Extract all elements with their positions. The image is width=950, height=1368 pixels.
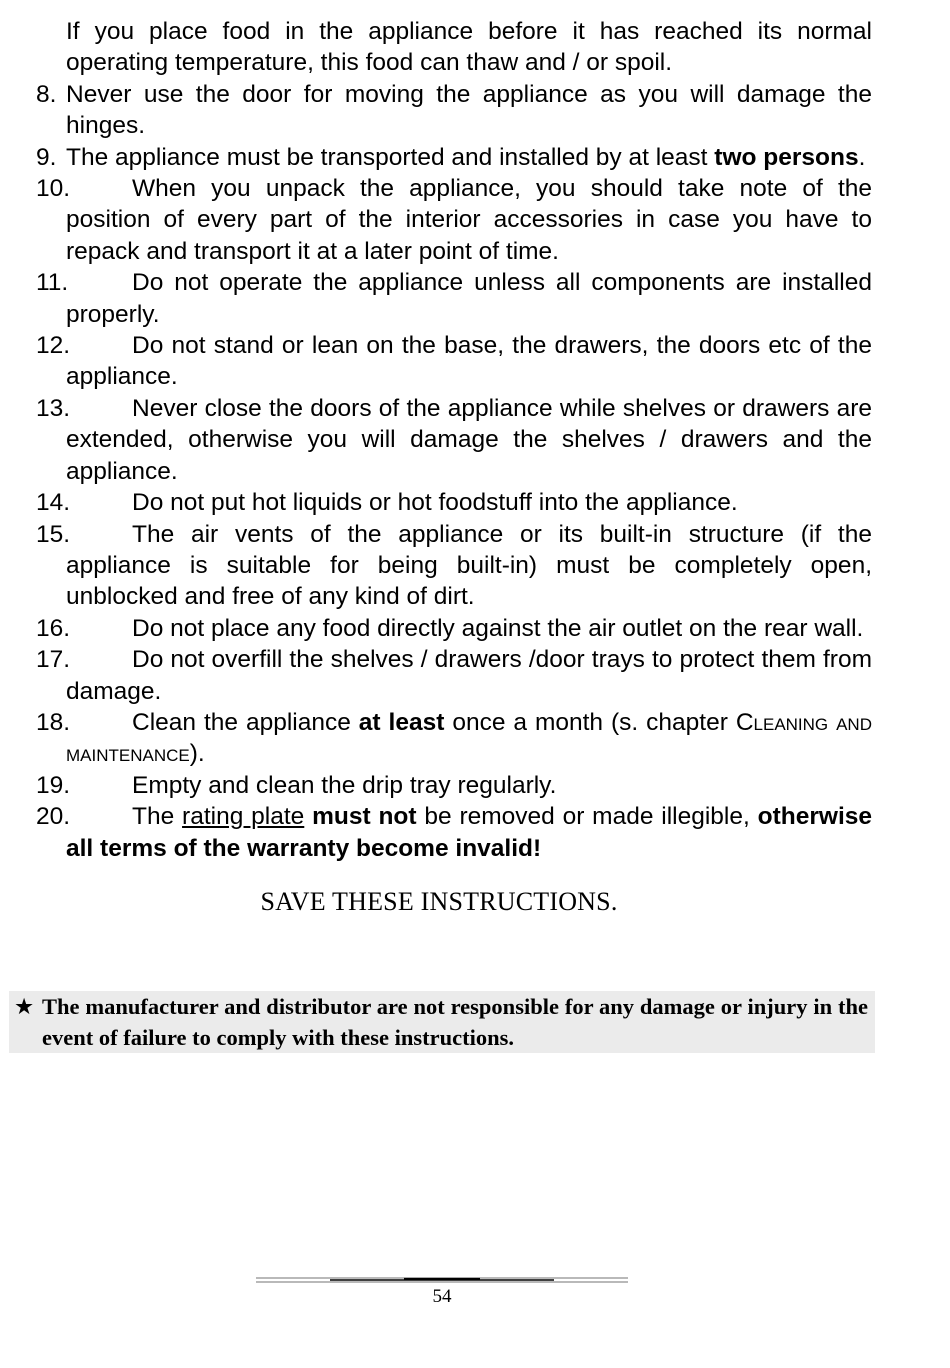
item-text: Do not put hot liquids or hot foodstuff into the appliance. [132, 489, 738, 517]
item-text: Never close the doors of the appliance while shelves or drawers are extended, otherwise you will damage the shelves / drawers and the appliance. [66, 394, 872, 485]
item-bold-text: at least [358, 708, 445, 736]
page-content [36, 16, 872, 917]
item-bold-text: must not [312, 803, 417, 831]
item-number: 11. [36, 269, 69, 297]
item-number: 20. [36, 803, 71, 831]
disclaimer-notice [9, 991, 875, 1053]
list-item-8 [36, 79, 872, 142]
list-item-16 [36, 613, 872, 644]
item-number: 15. [36, 520, 71, 548]
list-item-19 [36, 770, 872, 801]
item-number: 8. [36, 80, 57, 108]
item-number: 13. [36, 394, 71, 422]
item-bold-text: two persons [714, 143, 859, 171]
item-text-mid: once a month (s. chapter [444, 708, 736, 736]
list-item-18 [36, 707, 872, 770]
list-item-15 [36, 519, 872, 613]
item-number: 14. [36, 489, 71, 517]
item-text: The appliance must be transported and installed by at least [66, 143, 715, 171]
item-text: Never use the door for moving the appliance as you will damage the hinges. [66, 80, 872, 140]
item-number: 12. [36, 332, 71, 360]
save-instructions-heading: SAVE THESE INSTRUCTIONS. [260, 886, 618, 916]
star-icon: ★ [14, 994, 35, 1019]
rating-plate-text: rating plate [182, 803, 305, 831]
item-number: 18. [36, 708, 71, 736]
list-item-20 [36, 801, 872, 864]
list-item-12 [36, 330, 872, 393]
list-item-9 [36, 142, 872, 173]
item-text: Clean the appliance [132, 708, 359, 736]
item-text: Do not operate the appliance unless all components are installed properly. [66, 269, 872, 328]
disclaimer-text: The manufacturer and distributor are not responsible for any damage or injury in the event of failure to comply with these instructions. [42, 994, 868, 1050]
item-text: Do not stand or lean on the base, the drawers, the doors etc of the appliance. [66, 332, 872, 391]
item-text: Do not overfill the shelves / drawers /door trays to protect them from damage. [66, 646, 872, 705]
item-text: Do not place any food directly against the air outlet on the rear wall. [132, 614, 864, 642]
list-item-11 [36, 267, 872, 330]
item-number: 9. [36, 143, 57, 171]
item-text: The [132, 803, 183, 831]
item-text-mid: be removed or made illegible, [416, 803, 758, 831]
item-text: Empty and clean the drip tray regularly. [132, 771, 557, 799]
chapter-reference: Cleaning and maintenance [66, 708, 872, 768]
item-text-end: ). [189, 740, 205, 768]
item-number: 19. [36, 771, 71, 799]
list-item-13 [36, 393, 872, 487]
item-number: 17. [36, 646, 71, 674]
list-item-14 [36, 487, 872, 518]
warranty-warning: otherwise all terms of the warranty become invalid! [66, 803, 873, 862]
page-number: 54 [432, 1286, 452, 1307]
footer-divider [256, 1276, 628, 1286]
item-text-end: . [858, 143, 866, 171]
intro-paragraph: If you place food in the appliance before it has reached its normal operating temperature, this food can thaw and / or spoil. [66, 18, 872, 77]
item-number: 16. [36, 614, 71, 642]
item-text: When you unpack the appliance, you should take note of the position of every part of the interior accessories in case you have to repack and transport it at a later point of time. [66, 175, 872, 265]
item-number: 10. [36, 175, 71, 203]
item-text: The air vents of the appliance or its built-in structure (if the appliance is suitable for being built-in) must be completely open, unblocked and free of any kind of dirt. [66, 520, 872, 611]
list-item-10 [36, 173, 872, 267]
list-item-17 [36, 644, 872, 707]
